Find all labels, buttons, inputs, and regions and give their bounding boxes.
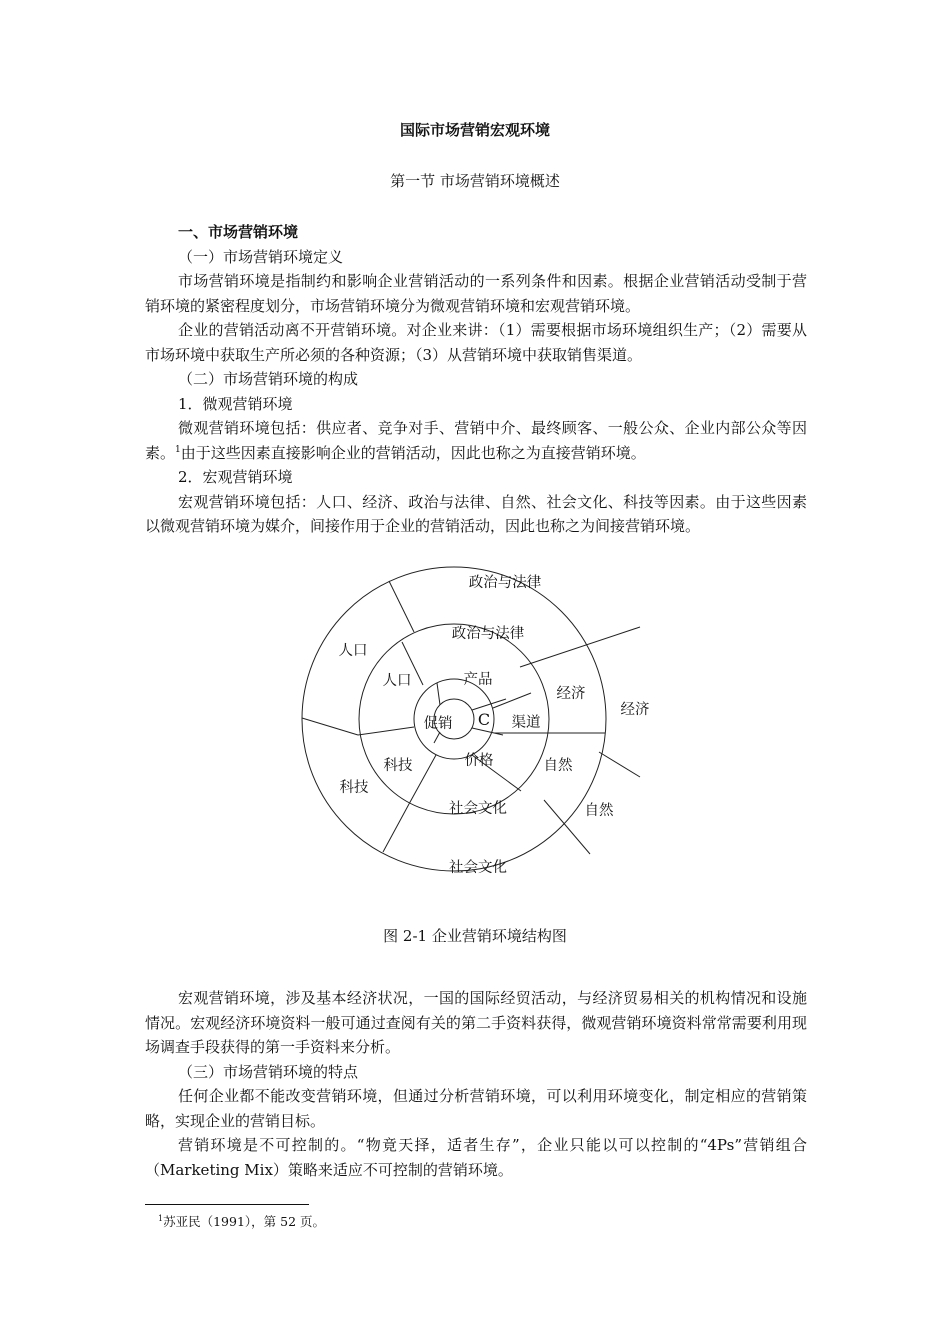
outer-ring-circle <box>302 567 606 871</box>
outer-divider <box>389 581 414 632</box>
paragraph-macro-environment: 宏观营销环境包括：人口、经济、政治与法律、自然、社会文化、科技等因素。由于这些因素以微观营销环境为媒介，间接作用于企业的营销活动，因此也称之为间接营销环境。 <box>145 492 807 535</box>
middle-label-population: 人口 <box>382 673 412 689</box>
body-text-lower <box>145 986 807 1182</box>
environment-structure-diagram <box>300 552 650 886</box>
outer-divider <box>383 804 409 852</box>
item-micro-environment: 1．微观营销环境 <box>178 394 293 413</box>
outer-label-economy: 经济 <box>620 702 650 718</box>
inner-label-product: 产品 <box>463 672 493 688</box>
outer-label-politics: 政治与法律 <box>468 575 542 591</box>
footnote-reference[interactable]: 1 <box>175 444 181 455</box>
outer-label-technology: 科技 <box>339 780 369 796</box>
middle-divider <box>358 727 414 735</box>
outer-label-nature: 自然 <box>584 803 614 819</box>
document-title: 国际市场营销宏观环境 <box>399 121 550 139</box>
outer-divider <box>599 752 640 777</box>
subheading-composition: （二）市场营销环境的构成 <box>178 370 359 388</box>
paragraph-micro-environment <box>145 416 807 465</box>
outer-divider <box>520 627 640 667</box>
middle-divider <box>493 693 531 708</box>
footnote <box>158 1212 325 1230</box>
paragraph-macro-details: 宏观营销环境，涉及基本经济状况，一国的国际经贸活动，与经济贸易相关的机构情况和设施情况。宏观经济环境资料一般可通过查阅有关的第二手资料获得，微观营销环境资料常常需要利用现场调查手段获得的第一手资料来分析。 <box>145 989 807 1056</box>
middle-label-culture: 社会文化 <box>449 801 507 817</box>
inner-divider <box>437 683 440 705</box>
paragraph-definition: 市场营销环境是指制约和影响企业营销活动的一系列条件和因素。根据企业营销活动受制于营销环境的紧密程度划分，市场营销环境分为微观营销环境和宏观营销环境。 <box>145 272 807 315</box>
inner-label-channel: 渠道 <box>511 715 541 731</box>
body-text-upper <box>145 220 807 539</box>
paragraph-adaptation: 任何企业都不能改变营销环境，但通过分析营销环境，可以利用环境变化，制定相应的营销策略，实现企业的营销目标。 <box>145 1087 807 1130</box>
paragraph-importance: 企业的营销活动离不开营销环境。对企业来讲：（1）需要根据市场环境组织生产；（2）需要从市场环境中获取生产所必须的各种资源；（3）从营销环境中获取销售渠道。 <box>145 321 807 364</box>
footnote-mark: 1 <box>158 1213 164 1223</box>
outer-label-population: 人口 <box>338 643 368 659</box>
subheading-characteristics: （三）市场营销环境的特点 <box>178 1062 359 1081</box>
footnote-separator <box>145 1204 309 1205</box>
middle-label-technology: 科技 <box>383 758 413 774</box>
outer-divider <box>544 800 590 854</box>
inner-divider <box>434 732 440 743</box>
middle-label-politics: 政治与法律 <box>451 626 525 642</box>
middle-label-nature: 自然 <box>543 758 573 774</box>
paragraph-uncontrollable: 营销环境是不可控制的。“物竟天择，适者生存”，企业只能以可以控制的“4Ps”营销组合（Marketing Mix）策略来适应不可控制的营销环境。 <box>145 1136 807 1179</box>
inner-label-promotion: 促销 <box>423 716 453 732</box>
middle-divider <box>409 755 436 804</box>
outer-divider <box>302 718 358 735</box>
section-title: 第一节 市场营销环境概述 <box>390 172 560 190</box>
subheading-definition: （一）市场营销环境定义 <box>178 247 344 266</box>
paragraph-micro-part-b: 由于这些因素直接影响企业的营销活动，因此也称之为直接营销环境。 <box>180 443 646 462</box>
figure-caption: 图 2-1 企业营销环境结构图 <box>383 927 567 945</box>
footnote-text: 苏亚民（1991），第 52 页。 <box>163 1214 326 1229</box>
inner-label-price: 价格 <box>464 753 494 769</box>
center-label: C <box>477 710 491 729</box>
middle-label-economy: 经济 <box>556 686 586 702</box>
inner-divider <box>472 728 503 735</box>
item-macro-environment: 2．宏观营销环境 <box>178 468 293 486</box>
paragraph-micro-part-a: 微观营销环境包括：供应者、竞争对手、营销中介、最终顾客、一般公众、企业内部公众等因素。 <box>145 419 807 462</box>
outer-label-culture: 社会文化 <box>449 860 507 876</box>
heading-1: 一、市场营销环境 <box>178 223 299 241</box>
